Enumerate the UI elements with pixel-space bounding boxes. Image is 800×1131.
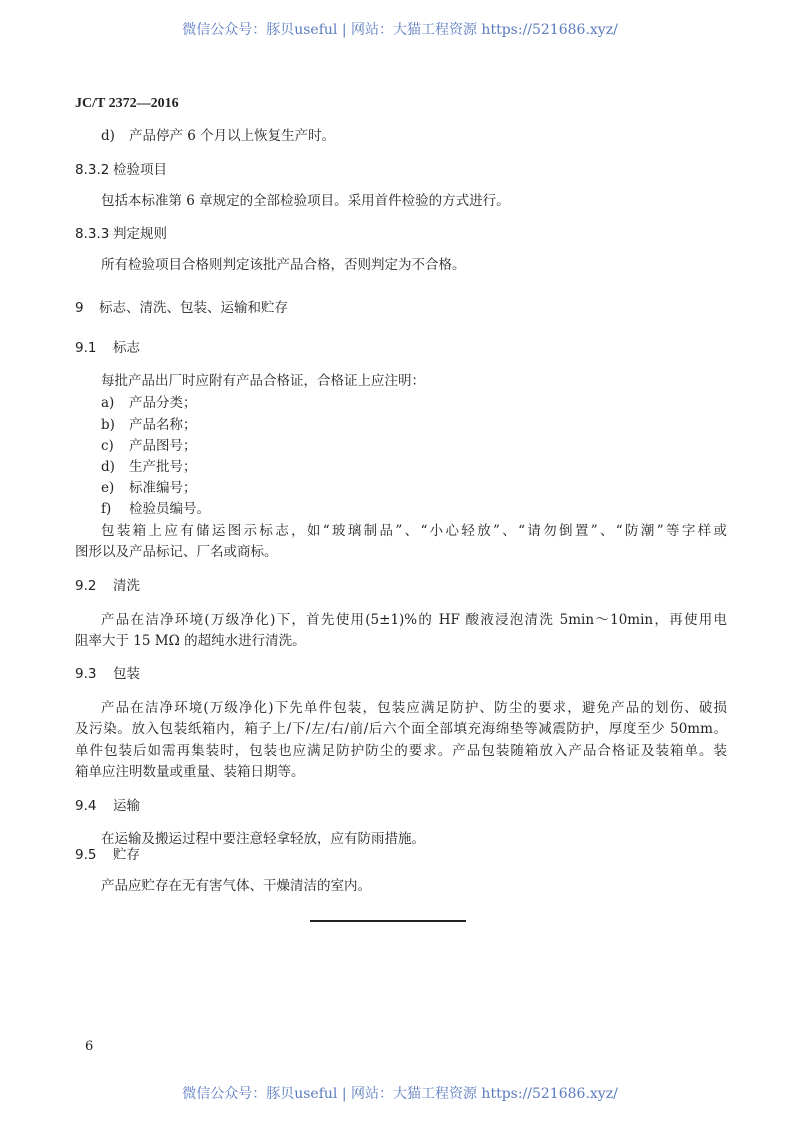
list-item xyxy=(101,479,197,497)
paragraph-line: 阻率大于 15 MΩ 的超纯水进行清洗。 xyxy=(75,633,306,649)
list-text: 产品停产 6 个月以上恢复生产时。 xyxy=(129,128,336,144)
page-number: 6 xyxy=(85,1039,94,1054)
list-label: c) xyxy=(101,438,114,454)
list-text: 检验员编号。 xyxy=(129,501,210,517)
section-number: 8.3.2 xyxy=(75,162,110,178)
list-item xyxy=(101,127,335,145)
section-heading-9-1 xyxy=(75,339,140,357)
paragraph-line: 产品在洁净环境(万级净化)下先单件包装，包装应满足防护、防尘的要求，避免产品的划伤、破损 xyxy=(101,700,727,716)
list-text: 生产批号； xyxy=(129,459,197,475)
section-heading-9-3 xyxy=(75,665,140,683)
section-title: 标志 xyxy=(113,340,140,356)
section-heading-9-5 xyxy=(75,846,140,864)
list-label: a) xyxy=(101,395,115,411)
section-title: 包装 xyxy=(113,666,140,682)
section-number: 9.5 xyxy=(75,847,97,863)
end-rule-divider xyxy=(310,920,466,922)
list-label: d) xyxy=(101,128,115,144)
section-title: 检验项目 xyxy=(113,162,167,178)
list-label: e) xyxy=(101,480,115,496)
section-heading-8-3-3 xyxy=(75,225,167,243)
paragraph-line: 包装箱上应有储运图示标志，如“玻璃制品”、“小心轻放”、“请勿倒置”、“防潮”等字样或 xyxy=(101,523,727,539)
list-label: b) xyxy=(101,417,115,433)
section-number: 9 xyxy=(75,300,84,316)
section-number: 9.4 xyxy=(75,798,97,814)
list-item xyxy=(101,500,210,518)
paragraph: 产品应贮存在无有害气体、干燥清洁的室内。 xyxy=(101,878,371,894)
list-text: 标准编号； xyxy=(129,480,197,496)
section-heading-8-3-2 xyxy=(75,161,167,179)
section-heading-9-4 xyxy=(75,797,140,815)
section-title: 运输 xyxy=(113,798,140,814)
standard-number: JC/T 2372—2016 xyxy=(75,96,179,111)
paragraph-line: 图形以及产品标记、厂名或商标。 xyxy=(75,544,278,560)
section-title: 标志、清洗、包装、运输和贮存 xyxy=(99,300,288,316)
section-number: 9.2 xyxy=(75,578,97,594)
paragraph: 在运输及搬运过程中要注意轻拿轻放，应有防雨措施。 xyxy=(101,831,425,847)
list-item xyxy=(101,437,197,455)
section-heading-9-2 xyxy=(75,577,140,595)
list-label: f) xyxy=(101,501,112,517)
section-title: 清洗 xyxy=(113,578,140,594)
list-item xyxy=(101,394,197,412)
list-item xyxy=(101,416,197,434)
list-label: d) xyxy=(101,459,115,475)
paragraph-line: 单件包装后如需再集装时，包装也应满足防护防尘的要求。产品包装随箱放入产品合格证及装箱单。装 xyxy=(75,743,727,759)
paragraph: 每批产品出厂时应附有产品合格证，合格证上应注明： xyxy=(101,373,425,389)
paragraph-line: 产品在洁净环境(万级净化)下，首先使用(5±1)%的 HF 酸液浸泡清洗 5min～10min，再使用电 xyxy=(101,612,727,628)
section-number: 9.1 xyxy=(75,340,97,356)
section-number: 8.3.3 xyxy=(75,226,110,242)
paragraph: 包括本标准第 6 章规定的全部检验项目。采用首件检验的方式进行。 xyxy=(101,193,510,209)
paragraph: 所有检验项目合格则判定该批产品合格，否则判定为不合格。 xyxy=(101,257,466,273)
section-title: 贮存 xyxy=(113,847,140,863)
section-number: 9.3 xyxy=(75,666,97,682)
paragraph-line: 及污染。放入包装纸箱内，箱子上/下/左/右/前/后六个面全部填充海绵垫等减震防护，厚度至少 50mm。 xyxy=(75,721,727,737)
header-watermark-banner: 微信公众号：豚贝useful | 网站：大猫工程资源 https://521686.xyz/ xyxy=(182,22,618,38)
section-title: 判定规则 xyxy=(113,226,167,242)
section-heading-9 xyxy=(75,299,288,317)
list-text: 产品分类； xyxy=(129,395,197,411)
paragraph-line: 箱单应注明数量或重量、装箱日期等。 xyxy=(75,764,305,780)
list-text: 产品名称； xyxy=(129,417,197,433)
list-text: 产品图号； xyxy=(129,438,197,454)
footer-watermark-banner: 微信公众号：豚贝useful | 网站：大猫工程资源 https://521686.xyz/ xyxy=(182,1086,618,1102)
list-item xyxy=(101,458,197,476)
